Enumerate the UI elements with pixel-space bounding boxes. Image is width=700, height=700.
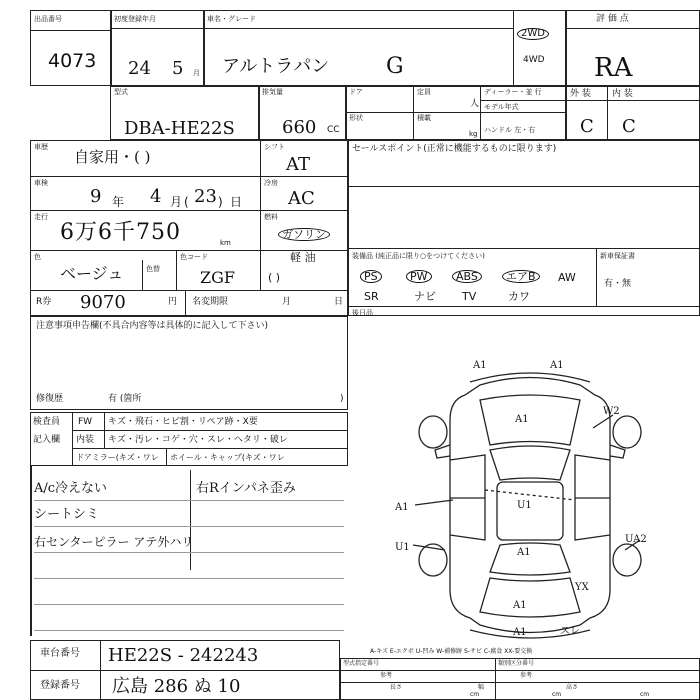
interior-row-label: 内装: [76, 435, 95, 445]
note-panel: 右Rインパネ歪み: [196, 481, 296, 496]
fw-label: FW: [78, 417, 93, 427]
inspection-month: 4: [150, 186, 162, 207]
displacement-label: 排気量: [262, 88, 283, 96]
legend-cm-3: cm: [640, 691, 650, 698]
day-unit: 日: [230, 195, 243, 209]
model-name: アルトラパン: [222, 56, 330, 77]
chassis-value: HE22S - 242243: [108, 645, 259, 666]
name-change-day: 日: [334, 297, 344, 307]
fuel-value: ガソリン: [278, 228, 330, 241]
first-reg-month: 5: [172, 58, 184, 79]
color-change-label: 色替: [146, 265, 160, 273]
repair-close: ): [340, 394, 344, 404]
equip-tv: TV: [462, 290, 477, 303]
shift-label: シフト: [264, 143, 285, 151]
lot-label: 出品番号: [34, 15, 62, 23]
inspection-label: 車検: [34, 179, 48, 187]
wheel-items: ホイール・キャップ(キズ・ワレ: [170, 453, 285, 462]
fuel-alt: 軽 油: [290, 251, 316, 264]
exterior-grade: C: [580, 116, 594, 137]
capacity-label: 定員: [417, 88, 431, 96]
note-pillar: 右センターピラー アテ外ハリ: [34, 535, 194, 549]
recycle-unit: 円: [168, 297, 178, 307]
color-code-value: ZGF: [200, 268, 235, 287]
mark-hood: A1: [515, 414, 529, 425]
repair-value: 有 (箇所: [108, 394, 142, 404]
sales-point-label: セールスポイント(正常に機能するものに限ります): [352, 144, 557, 154]
shift-value: AT: [286, 154, 311, 175]
month-unit: 月: [193, 69, 200, 77]
inspection-day: 23: [194, 186, 217, 207]
mileage-value: 6万6千750: [60, 220, 181, 245]
mark-scratch: スレ: [560, 626, 580, 637]
ac-label: 冷房: [264, 179, 278, 187]
mileage-label: 走行: [34, 213, 48, 221]
legend-length: 長さ: [390, 684, 403, 691]
repair-label: 修復歴: [36, 394, 64, 404]
note-seat: シートシミ: [34, 507, 100, 522]
interior-label: 内 装: [612, 89, 633, 99]
rating-value: RA: [594, 53, 633, 83]
legend-cat-value: 参考: [520, 672, 533, 679]
lot-number: 4073: [48, 50, 97, 72]
equip-aw: AW: [558, 271, 576, 284]
drive-2wd: 2WD: [517, 28, 549, 40]
name-change-month: 月: [282, 297, 292, 307]
car-damage-diagram: [385, 350, 675, 650]
legend-line: A-キズ E-エクボ U-凹み W-補修跡 S-サビ C-腐食 XX-要交換: [370, 648, 533, 655]
type-label: 型式: [114, 88, 128, 96]
legend-cm-1: cm: [470, 691, 480, 698]
chassis-label: 車台番号: [40, 648, 80, 659]
legend-cat-label: 類別区分番号: [498, 660, 535, 667]
equip-abs: ABS: [452, 270, 482, 283]
caution-label: 注意事項申告欄(不具合内容等は具体的に記入して下さい): [36, 321, 269, 331]
equip-ps: PS: [360, 270, 382, 283]
equip-leather: カワ: [508, 290, 530, 303]
rear-label: 後日品: [352, 309, 373, 317]
mirror-items: ドアミラー(キズ・ワレ: [76, 453, 159, 462]
equip-sr: SR: [364, 290, 379, 303]
usage-value: 自家用・( ): [74, 148, 151, 166]
equip-airbag: エアB: [502, 270, 540, 283]
equip-pw: PW: [406, 270, 432, 283]
legend-height: 高さ: [566, 684, 579, 691]
insp-month-unit: 月: [170, 195, 183, 209]
mark-right-rear: UA2: [625, 534, 647, 545]
grade: G: [386, 54, 404, 79]
displacement-unit: CC: [327, 125, 340, 135]
recycle-value: 9070: [80, 292, 126, 313]
mark-left-rear: U1: [395, 542, 410, 553]
legend-width: 幅: [478, 684, 485, 691]
model-label: 車名・グレード: [207, 15, 256, 23]
inspection-year: 9: [90, 186, 102, 207]
color-value: ベージュ: [60, 264, 124, 283]
ac-value: AC: [288, 188, 315, 209]
mark-rear-bumper: YX: [575, 582, 589, 593]
registration-label: 登録番号: [40, 680, 80, 691]
fuel-label: 燃料: [264, 213, 278, 221]
capacity-unit: 人: [470, 99, 480, 109]
shape-label: 形状: [349, 114, 363, 122]
interior-grade: C: [622, 116, 636, 137]
equipment-label: 装備品 (純正品に限り○をつけてください): [352, 252, 485, 260]
first-reg-label: 初度登録年月: [114, 15, 156, 23]
warranty-label: 新車保証書: [600, 252, 635, 260]
color-code-label: 色コード: [180, 253, 208, 261]
load-label: 積載: [417, 114, 431, 122]
displacement-value: 660: [282, 117, 317, 138]
mark-rear-window: A1: [517, 547, 531, 558]
inspector-label: 検査員: [33, 417, 61, 427]
color-label: 色: [34, 253, 41, 261]
year-unit: 年: [112, 195, 125, 209]
paren-close: ): [218, 195, 223, 209]
fw-items: キズ・飛石・ヒビ割・リペア跡・X要: [108, 417, 258, 427]
note-ac: A/c冷えない: [34, 481, 108, 496]
handle-label: ハンドル 左・右: [484, 126, 536, 134]
drive-4wd: 4WD: [523, 55, 545, 65]
mark-front-right: A1: [550, 360, 564, 371]
first-reg-year: 24: [128, 58, 151, 79]
warranty-value: 有・無: [604, 279, 632, 289]
mark-left-door: A1: [395, 502, 409, 513]
recycle-label: R券: [36, 297, 52, 307]
rating-label: 評 価 点: [596, 14, 629, 24]
dealer-label: ディーラー・並 行: [484, 88, 542, 96]
load-unit: kg: [469, 130, 478, 138]
name-change-label: 名変期限: [192, 297, 229, 307]
fuel-paren: ( ): [268, 271, 281, 284]
mark-trunk: A1: [513, 600, 527, 611]
legend-type-value: 参考: [380, 672, 393, 679]
model-year-label: モデル年式: [484, 103, 519, 111]
registration-value: 広島 286 ぬ 10: [112, 676, 241, 697]
legend-type-label: 型式指定番号: [343, 660, 380, 667]
door-label: ドア: [349, 88, 363, 96]
mileage-unit: km: [220, 239, 231, 247]
mark-front-left: A1: [473, 360, 487, 371]
entry-label: 記入欄: [33, 435, 61, 445]
interior-items: キズ・汚レ・コゲ・穴・スレ・ヘタリ・破レ: [108, 435, 288, 445]
legend-cm-2: cm: [552, 691, 562, 698]
equip-navi: ナビ: [414, 290, 436, 303]
type-value: DBA-HE22S: [124, 118, 235, 139]
usage-label: 車歴: [34, 143, 48, 151]
exterior-label: 外 装: [570, 89, 591, 99]
mark-right-front: W2: [603, 406, 620, 417]
paren-open: (: [184, 195, 189, 209]
mark-roof: U1: [517, 500, 532, 511]
mark-rear-bottom: A1: [513, 627, 527, 638]
